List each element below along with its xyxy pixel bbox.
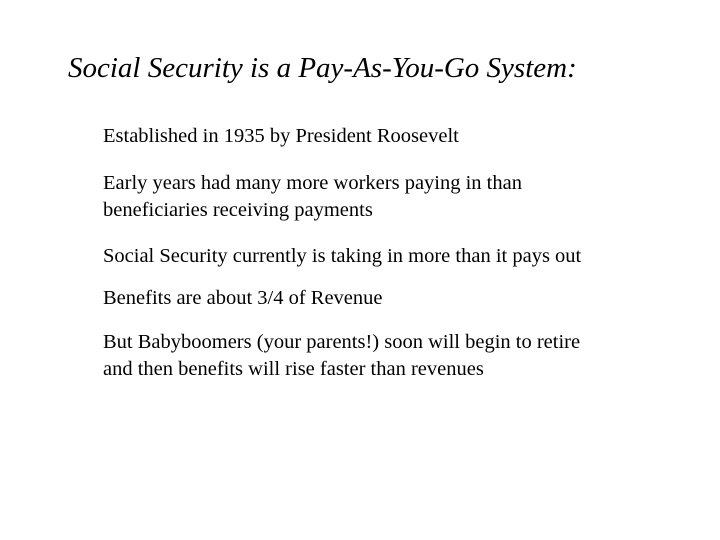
point-line: and then benefits will rise faster than revenues xyxy=(103,358,484,380)
point-established xyxy=(103,123,459,150)
point-line: Early years had many more workers paying in than xyxy=(103,172,522,194)
point-line: beneficiaries receiving payments xyxy=(103,199,373,221)
point-line: Social Security currently is taking in more than it pays out xyxy=(103,245,582,267)
slide-title: Social Security is a Pay-As-You-Go System: xyxy=(68,52,577,84)
point-early-years xyxy=(103,170,522,224)
point-babyboomers xyxy=(103,329,580,383)
point-line: Established in 1935 by President Roosevelt xyxy=(103,125,459,147)
point-line: Benefits are about 3/4 of Revenue xyxy=(103,287,383,309)
point-currently xyxy=(103,243,581,270)
point-benefits xyxy=(103,285,383,312)
point-line: But Babyboomers (your parents!) soon will begin to retire xyxy=(103,331,581,353)
